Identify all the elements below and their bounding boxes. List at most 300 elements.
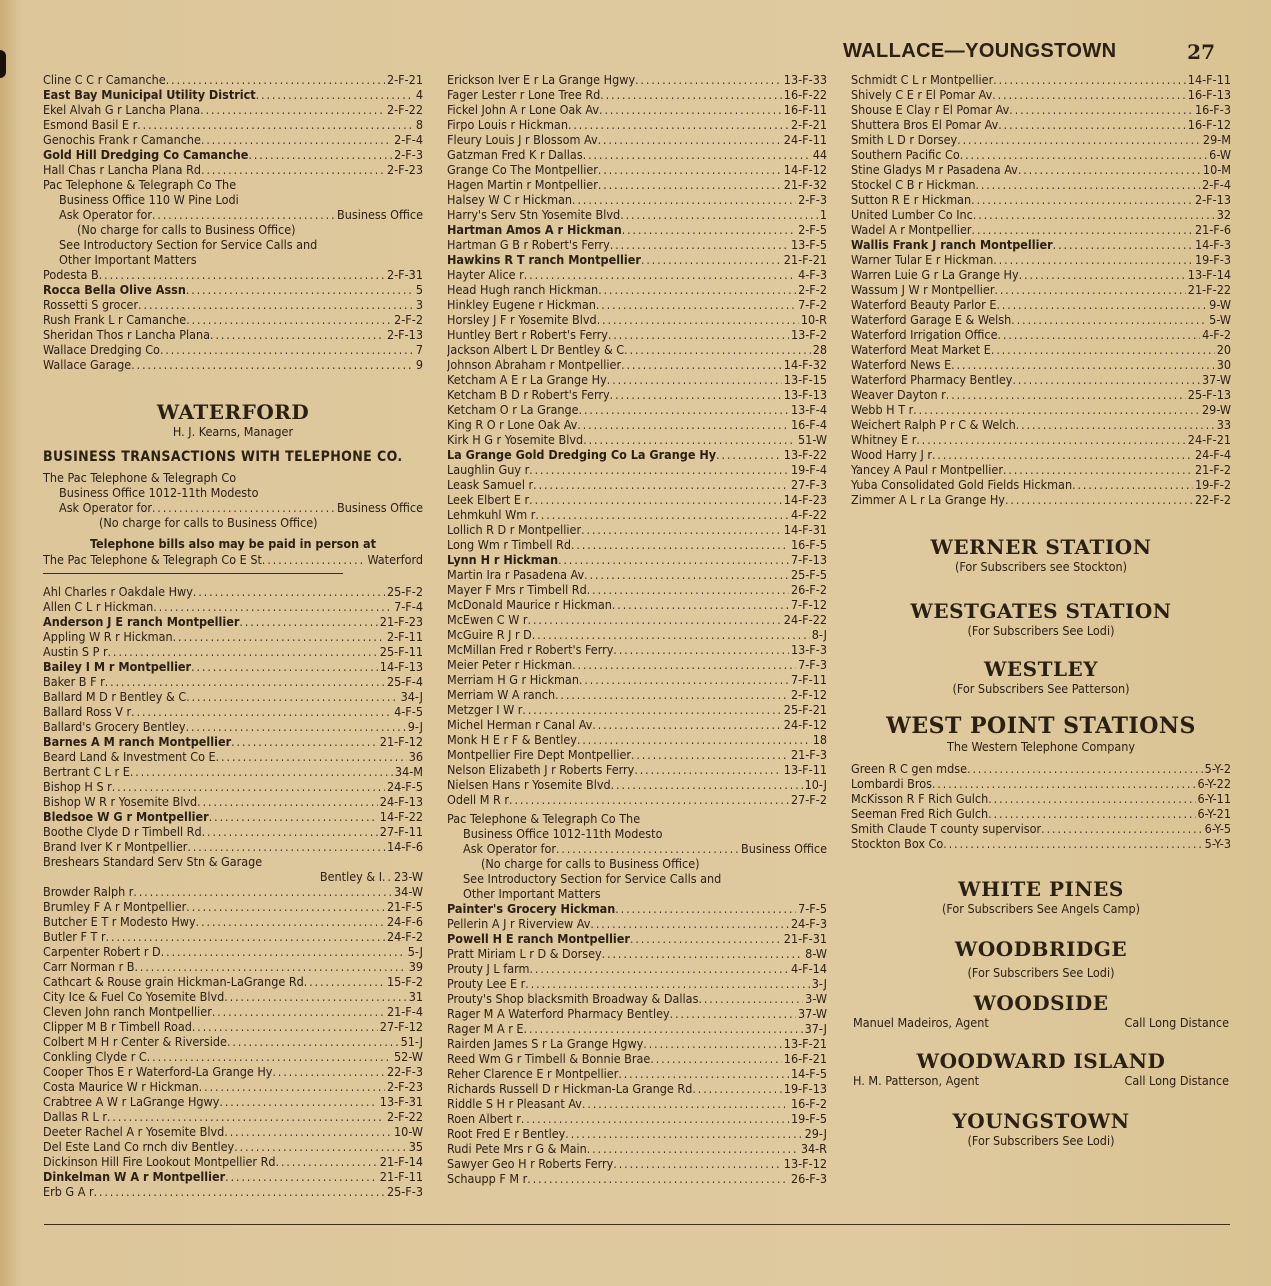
listing-row <box>447 1051 827 1066</box>
listing-row <box>447 252 827 267</box>
listing-row <box>43 614 423 629</box>
leader-dots <box>186 690 398 704</box>
listing-row <box>43 1034 423 1049</box>
listing-number: 14-F-5 <box>790 1066 827 1081</box>
listing-number: 2-F-4 <box>1202 177 1231 192</box>
listing-name: Wadel A r Montpellier <box>851 222 972 237</box>
waterford-ask-operator: Ask Operator for <box>59 500 152 515</box>
listing-name: Smith L D r Dorsey <box>851 132 958 147</box>
listing-number: 27-F-11 <box>379 824 423 839</box>
listing-name: Rudi Pete Mrs r G & Main <box>447 1141 587 1156</box>
listing-name: Merriam H G r Hickman <box>447 672 579 687</box>
leader-dots <box>558 553 789 567</box>
listing-row <box>43 869 423 884</box>
see-intro-1: See Introductory Section for Service Calls and <box>59 237 318 252</box>
listing-name: Ballard Ross V r <box>43 704 132 719</box>
leader-dots <box>1019 268 1186 282</box>
listing-number: 13-F-15 <box>783 372 827 387</box>
bills-note-2-line <box>43 552 423 567</box>
listing-row <box>447 237 827 252</box>
leader-dots <box>610 388 782 402</box>
leader-dots <box>173 630 385 644</box>
listing-row <box>447 87 827 102</box>
listing-row <box>447 1081 827 1096</box>
leader-dots <box>525 977 809 991</box>
listing-name: Bailey I M r Montpellier <box>43 659 192 674</box>
listing-row <box>43 132 423 147</box>
listing-name: Seeman Fred Rich Gulch <box>851 806 989 821</box>
listing-name: Waterford Pharmacy Bentley <box>851 372 1013 387</box>
listing-name: Martin Ira r Pasadena Av <box>447 567 585 582</box>
leader-dots <box>529 463 789 477</box>
listing-row <box>43 914 423 929</box>
listing-name: Deeter Rachel A r Yosemite Blvd <box>43 1124 225 1139</box>
leader-dots <box>998 328 1201 342</box>
listing-name: Whitney E r <box>851 432 917 447</box>
listing-number: 2-F-21 <box>790 117 827 132</box>
listing-name: Root Fred E r Bentley <box>447 1126 566 1141</box>
listing-name: McKisson R F Rich Gulch <box>851 791 989 806</box>
listing-row <box>43 87 423 102</box>
business-transactions-heading: BUSINESS TRANSACTIONS WITH TELEPHONE CO. <box>43 449 403 465</box>
listing-row <box>43 779 423 794</box>
listing-name: Grange Co The Montpellier <box>447 162 598 177</box>
listing-number: 13-F-2 <box>790 327 827 342</box>
listing-number: 14-F-31 <box>783 522 827 537</box>
listing-row <box>851 492 1231 507</box>
listing-row <box>447 582 827 597</box>
listing-name: Powell H E ranch Montpellier <box>447 931 630 946</box>
listing-name: Brumley F A r Montpellier <box>43 899 187 914</box>
listing-row <box>447 702 827 717</box>
listing-row <box>851 776 1231 791</box>
leader-dots <box>996 298 1207 312</box>
listing-number: 35 <box>408 1139 423 1154</box>
listing-name: Ketcham B D r Robert's Ferry <box>447 387 610 402</box>
listing-name: Allen C L r Hickman <box>43 599 154 614</box>
woodward-island-title: WOODWARD ISLAND <box>916 1049 1166 1073</box>
listing-number: 4-F-2 <box>1202 327 1231 342</box>
leader-dots <box>304 975 385 989</box>
leader-dots <box>597 313 799 327</box>
listing-name: Cleven John ranch Montpellier <box>43 1004 212 1019</box>
see-intro-2: Other Important Matters <box>59 252 197 267</box>
listing-row <box>43 959 423 974</box>
listing-number: 5 <box>415 282 423 297</box>
listing-row <box>447 991 827 1006</box>
listing-row <box>43 267 423 282</box>
listing-name: Rager M A r E <box>447 1021 524 1036</box>
listing-row <box>447 946 827 961</box>
listing-number: 10-M <box>1202 162 1231 177</box>
header-title: WALLACE—YOUNGSTOWN <box>843 40 1117 62</box>
leader-dots <box>587 583 789 597</box>
listing-number: 7-F-4 <box>394 599 423 614</box>
listing-name: Wallis Frank J ranch Montpellier <box>851 237 1053 252</box>
listing-name: Schmidt C L r Montpellier <box>851 72 994 87</box>
leader-dots <box>166 73 385 87</box>
listing-row <box>851 282 1231 297</box>
listing-row <box>447 597 827 612</box>
listing-name: Leek Elbert E r <box>447 492 530 507</box>
listing-number: 16-F-5 <box>790 537 827 552</box>
listing-number: 2-F-23 <box>386 162 423 177</box>
listing-number: 3-J <box>811 976 827 991</box>
listing-row <box>851 222 1231 237</box>
listing-row <box>447 387 827 402</box>
listing-number: 24-F-11 <box>783 132 827 147</box>
leader-dots <box>579 403 789 417</box>
listing-row <box>851 102 1231 117</box>
westgates-title: WESTGATES STATION <box>910 599 1172 623</box>
listing-name: Rocca Bella Olive Assn <box>43 282 186 297</box>
listing-number: 4-F-22 <box>790 507 827 522</box>
listing-name: McGuire R J r D <box>447 627 532 642</box>
leader-dots <box>670 1007 796 1021</box>
woodside-call: Call Long Distance <box>1124 1015 1229 1030</box>
listing-number: 26-F-2 <box>790 582 827 597</box>
listing-row <box>447 282 827 297</box>
listing-name: Waterford Meat Market E <box>851 342 991 357</box>
listing-number: 21-F-32 <box>783 177 827 192</box>
listing-number: 13-F-14 <box>1187 267 1231 282</box>
listing-number: 21-F-14 <box>379 1154 423 1169</box>
leader-dots <box>932 777 1196 791</box>
listing-name: Wassum J W r Montpellier <box>851 282 995 297</box>
listing-name: Metzger I W r <box>447 702 523 717</box>
listing-row <box>43 102 423 117</box>
leader-dots <box>225 1170 378 1184</box>
leader-dots <box>382 870 392 884</box>
listing-row <box>447 447 827 462</box>
page-header <box>843 40 1223 66</box>
listing-number: 34-M <box>394 764 423 779</box>
leader-dots <box>583 433 796 447</box>
no-charge-note: (No charge for calls to Business Office) <box>481 856 700 871</box>
listing-name: Warren Luie G r La Grange Hy <box>851 267 1019 282</box>
listing-number: 24-F-6 <box>386 914 423 929</box>
woodward-agent: H. M. Patterson, Agent <box>853 1073 979 1088</box>
listing-row <box>43 824 423 839</box>
listing-name: Firpo Louis r Hickman <box>447 117 568 132</box>
leader-dots <box>577 418 789 432</box>
listing-number: 8 <box>415 117 423 132</box>
listing-number: 6-W <box>1209 147 1231 162</box>
leader-dots <box>599 103 782 117</box>
listing-number: 10-J <box>804 777 827 792</box>
listing-number: 7-F-13 <box>790 552 827 567</box>
listing-row <box>447 402 827 417</box>
see-intro-1: See Introductory Section for Service Calls and <box>463 871 722 886</box>
listing-name: Butcher E T r Modesto Hwy <box>43 914 196 929</box>
listing-row <box>43 1049 423 1064</box>
listing-name: United Lumber Co Inc <box>851 207 973 222</box>
listing-number: 25-F-5 <box>790 567 827 582</box>
listing-name: Weaver Dayton r <box>851 387 946 402</box>
listing-row <box>851 327 1231 342</box>
leader-dots <box>1041 822 1203 836</box>
leader-dots <box>571 538 789 552</box>
leader-dots <box>587 1142 799 1156</box>
listing-name: Wallace Dredging Co <box>43 342 160 357</box>
leader-dots <box>610 238 789 252</box>
listing-number: 3 <box>415 297 423 312</box>
leader-dots <box>994 283 1185 297</box>
listing-row <box>447 537 827 552</box>
listing-name: Zimmer A L r La Grange Hy <box>851 492 1005 507</box>
listing-number: 34-W <box>394 884 423 899</box>
woodside-agent: Manuel Madeiros, Agent <box>853 1015 989 1030</box>
leader-dots <box>262 553 366 567</box>
listing-number: 27-F-3 <box>790 477 827 492</box>
leader-dots <box>622 223 796 237</box>
waterford-listings-col2 <box>447 72 827 807</box>
listing-number: 9-W <box>1209 297 1231 312</box>
listing-row <box>851 192 1231 207</box>
listing-number: 2-F-13 <box>386 327 423 342</box>
listing-number: 13-F-31 <box>379 1094 423 1109</box>
listing-number: 6-Y-5 <box>1204 821 1231 836</box>
listing-name: Richards Russell D r Hickman-La Grange Rd <box>447 1081 693 1096</box>
listing-row <box>43 734 423 749</box>
listing-row <box>43 1124 423 1139</box>
listing-number: 5-J <box>407 944 423 959</box>
listing-name: Prouty Lee E r <box>447 976 526 991</box>
listing-row <box>447 567 827 582</box>
leader-dots <box>131 705 392 719</box>
listing-row <box>447 1126 827 1141</box>
listing-row <box>447 102 827 117</box>
listing-number: 6-Y-11 <box>1197 791 1231 806</box>
leader-dots <box>607 373 782 387</box>
leader-dots <box>133 885 392 899</box>
listing-number: 18 <box>812 732 827 747</box>
waterford-listings-col1 <box>43 584 423 1199</box>
listing-number: 6-Y-21 <box>1197 806 1231 821</box>
listing-name: Nelson Elizabeth J r Roberts Ferry <box>447 762 635 777</box>
listing-number: 13-F-13 <box>783 387 827 402</box>
listing-number: 13-F-4 <box>790 402 827 417</box>
listing-row <box>43 854 423 869</box>
listing-name: Austin S P r <box>43 644 108 659</box>
leader-dots <box>256 88 414 102</box>
listing-number: 24-F-2 <box>386 929 423 944</box>
leader-dots <box>99 268 385 282</box>
listing-number: 30 <box>1216 357 1231 372</box>
listing-number: 2-F-22 <box>386 1109 423 1124</box>
listing-number: 33 <box>1216 417 1231 432</box>
youngstown-sub: (For Subscribers See Lodi) <box>967 1133 1115 1148</box>
leader-dots <box>1053 238 1193 252</box>
listing-row <box>447 357 827 372</box>
listing-number: 10-R <box>800 312 827 327</box>
leader-dots <box>200 103 385 117</box>
listing-name: Rairden James S r La Grange Hgwy <box>447 1036 644 1051</box>
listing-row <box>851 791 1231 806</box>
waterford-no-charge: (No charge for calls to Business Office) <box>99 515 318 530</box>
leader-dots <box>224 1125 392 1139</box>
leader-dots <box>716 448 782 462</box>
listing-number: 24-F-3 <box>790 916 827 931</box>
waterford-manager: H. J. Kearns, Manager <box>172 424 294 439</box>
no-charge-note: (No charge for calls to Business Office) <box>77 222 296 237</box>
listing-number: 21-F-11 <box>379 1169 423 1184</box>
listing-row <box>447 552 827 567</box>
listing-name: Gold Hill Dredging Co Camanche <box>43 147 249 162</box>
listing-number: 9-J <box>407 719 423 734</box>
listing-row <box>447 642 827 657</box>
listing-number: 9 <box>415 357 423 372</box>
listing-number: 14-F-12 <box>783 162 827 177</box>
listing-number: 27-F-2 <box>790 792 827 807</box>
listing-name: Barnes A M ranch Montpellier <box>43 734 232 749</box>
listing-name: Boothe Clyde D r Timbell Rd <box>43 824 202 839</box>
listing-name: Bertrant C L r E <box>43 764 130 779</box>
ask-operator: Ask Operator for <box>463 841 556 856</box>
listing-name: East Bay Municipal Utility District <box>43 87 256 102</box>
listing-number: 10-W <box>394 1124 423 1139</box>
listing-name: Hinkley Eugene r Hickman <box>447 297 596 312</box>
listing-name: Appling W R r Hickman <box>43 629 173 644</box>
listing-row <box>447 1066 827 1081</box>
leader-dots <box>583 148 811 162</box>
westley-sub: (For Subscribers See Patterson) <box>952 681 1130 696</box>
listing-number: 13-F-12 <box>783 1156 827 1171</box>
leader-dots <box>612 598 789 612</box>
listing-row <box>447 477 827 492</box>
woodward-call: Call Long Distance <box>1124 1073 1229 1088</box>
listing-name: Prouty's Shop blacksmith Broadway & Dallas <box>447 991 699 1006</box>
listing-name: Pellerin A J r Riverview Av <box>447 916 591 931</box>
listing-row <box>851 162 1231 177</box>
listing-row <box>43 1184 423 1199</box>
listing-number: 21-F-31 <box>783 931 827 946</box>
leader-dots <box>272 1065 384 1079</box>
listing-row <box>447 976 827 991</box>
leader-dots <box>535 508 789 522</box>
listing-row <box>447 522 827 537</box>
listing-row <box>851 312 1231 327</box>
listing-name: McMillan Fred r Robert's Ferry <box>447 642 614 657</box>
listing-name: Yuba Consolidated Gold Fields Hickman <box>851 477 1073 492</box>
listing-row <box>447 732 827 747</box>
listing-name: Breshears Standard Serv Stn & Garage <box>43 854 263 869</box>
listing-number: 22-F-3 <box>386 1064 423 1079</box>
listing-name: Horsley J F r Yosemite Blvd <box>447 312 597 327</box>
listing-number: 4-F-5 <box>394 704 423 719</box>
listing-row <box>851 357 1231 372</box>
listing-name: Ballard's Grocery Bentley <box>43 719 186 734</box>
leader-dots <box>572 658 796 672</box>
listing-row <box>851 387 1231 402</box>
listing-row <box>447 72 827 87</box>
listing-name: Sheridan Thos r Lancha Plana <box>43 327 211 342</box>
leader-dots <box>624 343 811 357</box>
leader-dots <box>590 917 789 931</box>
leader-dots <box>522 703 781 717</box>
listing-name: Crabtree A W r LaGrange Hgwy <box>43 1094 220 1109</box>
listing-number: 27-F-12 <box>379 1019 423 1034</box>
west-point-sub: The Western Telephone Company <box>946 739 1136 754</box>
leader-dots <box>650 1052 781 1066</box>
listing-number: 14-F-23 <box>783 492 827 507</box>
leader-dots <box>613 643 789 657</box>
leader-dots <box>565 1127 802 1141</box>
pac-tel-name: Pac Telephone & Telegraph Co The <box>43 177 237 192</box>
listing-row <box>43 162 423 177</box>
listing-name: Hayter Alice r <box>447 267 524 282</box>
listing-row <box>851 267 1231 282</box>
listing-name: Michel Herman r Canal Av <box>447 717 593 732</box>
listing-name: Lombardi Bros <box>851 776 932 791</box>
listing-name: Dinkelman W A r Montpellier <box>43 1169 226 1184</box>
listing-number: 34-R <box>800 1141 827 1156</box>
white-pines-title: WHITE PINES <box>958 877 1124 901</box>
leader-dots <box>276 1155 378 1169</box>
listing-number: 24-F-12 <box>783 717 827 732</box>
leader-dots <box>582 1097 789 1111</box>
listing-name: Beard Land & Investment Co E <box>43 749 216 764</box>
listing-number: 25-F-4 <box>386 674 423 689</box>
listing-name: Shouse E Clay r El Pomar Av <box>851 102 1010 117</box>
listing-number: 25-F-13 <box>1187 387 1231 402</box>
pac-tel-waterford <box>447 811 827 901</box>
waterford-listings-col2b <box>447 901 827 1186</box>
listing-name: Reher Clarence E r Montpellier <box>447 1066 619 1081</box>
listing-name: Prouty J L farm <box>447 961 530 976</box>
listing-row <box>447 417 827 432</box>
listing-number: 7-F-3 <box>798 657 827 672</box>
listing-row <box>43 1079 423 1094</box>
leader-dots <box>138 298 414 312</box>
leader-dots <box>630 932 782 946</box>
listing-row <box>43 764 423 779</box>
leader-dots <box>635 73 782 87</box>
listing-name: Mayer F Mrs r Timbell Rd <box>447 582 587 597</box>
listing-number: 34-J <box>400 689 423 704</box>
wallace-listings <box>43 72 423 177</box>
listing-row <box>43 749 423 764</box>
listing-number: 7-F-12 <box>790 597 827 612</box>
listing-row <box>447 1036 827 1051</box>
listing-name: Schaupp F M r <box>447 1171 528 1186</box>
waterford-pac-tel: The Pac Telephone & Telegraph Co <box>43 470 237 485</box>
listing-number: 13-F-21 <box>783 1036 827 1051</box>
listing-row <box>851 207 1231 222</box>
listing-row <box>447 931 827 946</box>
listing-row <box>447 916 827 931</box>
leader-dots <box>598 163 782 177</box>
listing-row <box>43 147 423 162</box>
listing-row <box>851 237 1231 252</box>
pac-tel-name: Pac Telephone & Telegraph Co The <box>447 811 641 826</box>
leader-dots <box>581 523 782 537</box>
listing-name: Lehmkuhl Wm r <box>447 507 536 522</box>
listing-name: Rush Frank L r Camanche <box>43 312 187 327</box>
leader-dots <box>239 615 377 629</box>
leader-dots <box>602 947 804 961</box>
leader-dots <box>210 328 385 342</box>
listing-row <box>43 884 423 899</box>
listing-name: Bledsoe W G r Montpellier <box>43 809 209 824</box>
leader-dots <box>600 88 782 102</box>
leader-dots <box>186 313 392 327</box>
listing-name: Bishop H S r <box>43 779 112 794</box>
listing-name: Sawyer Geo H r Roberts Ferry <box>447 1156 614 1171</box>
listing-row <box>447 1096 827 1111</box>
listing-number: 8-J <box>811 627 827 642</box>
listing-number: 16-F-13 <box>1187 87 1231 102</box>
